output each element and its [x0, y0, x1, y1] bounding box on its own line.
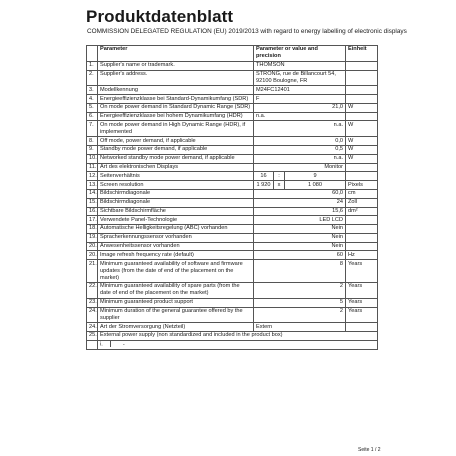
row-number: 11.: [87, 163, 98, 172]
row-unit: [346, 86, 378, 95]
table-row: [87, 242, 378, 251]
row-label: Minimum guaranteed availability of software and firmware updates (from the date of end of the placement on the market): [98, 260, 254, 283]
row-label: External power supply (non standardized and included in the product box): [98, 332, 378, 341]
header-value: Parameter or value and precision: [254, 46, 346, 62]
row-value: Nein: [254, 242, 346, 251]
row-value: 0,0: [254, 137, 346, 146]
row-value: Nein: [254, 225, 346, 234]
header-unit: Einheit: [346, 46, 378, 62]
table-row: [87, 163, 378, 172]
ratio-height: 9: [285, 172, 346, 181]
row-unit: W: [346, 154, 378, 163]
resolution-separator: x: [274, 181, 285, 190]
row-unit: Hz: [346, 251, 378, 260]
product-data-table: [86, 45, 378, 350]
row-label: Verwendete Panel-Technologie: [98, 216, 254, 225]
row-label: Off mode, power demand, if applicable: [98, 137, 254, 146]
row-value: Extern: [254, 323, 346, 332]
table-row: [87, 323, 378, 332]
row-label: Standby mode power demand, if applicable: [98, 146, 254, 155]
table-row: [87, 216, 378, 225]
row-number: 3.: [87, 86, 98, 95]
table-row: [87, 95, 378, 104]
row-number: 5.: [87, 103, 98, 112]
row-value: 0,5: [254, 146, 346, 155]
row-number: 24.: [87, 323, 98, 332]
table-row: [87, 233, 378, 242]
table-row: [87, 137, 378, 146]
table-row: [87, 172, 378, 181]
row-value: F: [254, 95, 346, 104]
table-row: [87, 298, 378, 307]
row-number: 17.: [87, 216, 98, 225]
row-label: Minimum guaranteed product support: [98, 298, 254, 307]
row-value: Nein: [254, 233, 346, 242]
row-unit: Years: [346, 260, 378, 283]
row-number: 12.: [87, 172, 98, 181]
table-row: [87, 121, 378, 137]
row-number: 18.: [87, 225, 98, 234]
row-unit: Years: [346, 298, 378, 307]
table-row: [87, 198, 378, 207]
row-spacer: [87, 340, 98, 349]
table-row: [87, 332, 378, 341]
row-value: LED LCD: [254, 216, 346, 225]
table-row: [87, 181, 378, 190]
sub-row: [98, 340, 378, 349]
row-value: 8: [254, 260, 346, 283]
row-number: 16.: [87, 207, 98, 216]
row-value: STRONG, rue de Billancourt 54, 92100 Boulogne, FR: [254, 70, 346, 86]
row-unit: W: [346, 121, 378, 137]
row-number: 22.: [87, 282, 98, 298]
row-number: 15.: [87, 198, 98, 207]
row-unit: W: [346, 137, 378, 146]
row-label: Supplier's address.: [98, 70, 254, 86]
resolution-width: 1 920: [254, 181, 274, 190]
row-label: Screen resolution: [98, 181, 254, 190]
row-value: 2: [254, 282, 346, 298]
table-row: [87, 225, 378, 234]
row-unit: [346, 225, 378, 234]
table-row: [87, 307, 378, 323]
row-number: 7.: [87, 121, 98, 137]
row-unit: [346, 61, 378, 70]
table-row: [87, 70, 378, 86]
row-label: On mode power demand in High Dynamic Range (HDR), if implemented: [98, 121, 254, 137]
row-unit: [346, 163, 378, 172]
row-label: Bildschirmdiagonale: [98, 189, 254, 198]
row-unit: Zoll: [346, 198, 378, 207]
row-value: 24: [254, 198, 346, 207]
row-unit: W: [346, 146, 378, 155]
row-unit: [346, 233, 378, 242]
header-number-cell: [87, 46, 98, 62]
row-value: Monitor: [254, 163, 346, 172]
sub-row-divider: [110, 341, 119, 347]
page-number: Seite 1 / 2: [358, 447, 381, 453]
row-label: Spracherkennungssensor vorhanden: [98, 233, 254, 242]
row-label: Supplier's name or trademark.: [98, 61, 254, 70]
ratio-width: 16: [254, 172, 274, 181]
row-number: 20.: [87, 242, 98, 251]
row-unit: Pixels: [346, 181, 378, 190]
row-unit: [346, 112, 378, 121]
row-value: 2: [254, 307, 346, 323]
table-row: [87, 340, 378, 349]
row-label: Seitenverhältnis: [98, 172, 254, 181]
row-unit: W: [346, 103, 378, 112]
row-label: Image refresh frequency rate (default): [98, 251, 254, 260]
row-value: 60: [254, 251, 346, 260]
row-number: 25.: [87, 332, 98, 341]
row-label: Minimum guaranteed availability of spare parts (from the date of end of the placement on the market): [98, 282, 254, 298]
row-unit: [346, 95, 378, 104]
row-unit: [346, 323, 378, 332]
row-label: Energieeffizienzklasse bei hohem Dynamikumfang (HDR): [98, 112, 254, 121]
row-unit: Years: [346, 282, 378, 298]
row-number: 24.: [87, 307, 98, 323]
header-parameter: Parameter: [98, 46, 254, 62]
table-header-row: [87, 46, 378, 62]
regulation-subtitle: COMMISSION DELEGATED REGULATION (EU) 2019/2013 with regard to energy labelling of electronic displays: [87, 28, 407, 35]
row-value: 21,0: [254, 103, 346, 112]
table-row: [87, 282, 378, 298]
table-row: [87, 103, 378, 112]
page-title: Produktdatenblatt: [86, 7, 234, 26]
row-value: 15,6: [254, 207, 346, 216]
row-value: 5: [254, 298, 346, 307]
row-unit: [346, 172, 378, 181]
table-row: [87, 207, 378, 216]
row-number: 4.: [87, 95, 98, 104]
row-unit: cm: [346, 189, 378, 198]
row-label: Art des elektronischen Displays: [98, 163, 254, 172]
row-number: 19.: [87, 233, 98, 242]
row-value: n.a.: [254, 121, 346, 137]
resolution-height: 1 080: [285, 181, 346, 190]
table-row: [87, 86, 378, 95]
row-label: Energieeffizienzklasse bei Standard-Dynamikumfang (SDR): [98, 95, 254, 104]
row-label: On mode power demand in Standard Dynamic Range (SDR): [98, 103, 254, 112]
row-number: 6.: [87, 112, 98, 121]
row-label: Sichtbare Bildschirmfläche: [98, 207, 254, 216]
row-value: M24FC12401: [254, 86, 346, 95]
row-value: 60,0: [254, 189, 346, 198]
row-unit: Years: [346, 307, 378, 323]
row-label: Automatische Helligkeitsregelung (ABC) vorhanden: [98, 225, 254, 234]
table-row: [87, 189, 378, 198]
row-number: 14.: [87, 189, 98, 198]
row-number: 13.: [87, 181, 98, 190]
table-row: [87, 260, 378, 283]
row-number: 23.: [87, 298, 98, 307]
ratio-separator: :: [274, 172, 285, 181]
table-row: [87, 251, 378, 260]
row-label: Minimum duration of the general guarantee offered by the supplier: [98, 307, 254, 323]
row-unit: dm²: [346, 207, 378, 216]
row-unit: [346, 216, 378, 225]
row-number: 10.: [87, 154, 98, 163]
row-value: THOMSON: [254, 61, 346, 70]
row-label: Bildschirmdiagonale: [98, 198, 254, 207]
row-number: 8.: [87, 137, 98, 146]
row-value: n.a.: [254, 112, 346, 121]
row-label: Networked standby mode power demand, if applicable: [98, 154, 254, 163]
table-row: [87, 61, 378, 70]
table-row: [87, 146, 378, 155]
row-number: 9.: [87, 146, 98, 155]
row-label: Anwesenheitssensor vorhanden: [98, 242, 254, 251]
sub-row-label: -: [122, 341, 125, 348]
sub-row-number: i.: [100, 341, 103, 348]
table-row: [87, 112, 378, 121]
row-number: 2.: [87, 70, 98, 86]
row-label: Art der Stromversorgung (Netzteil): [98, 323, 254, 332]
table-row: [87, 154, 378, 163]
row-value: n.a.: [254, 154, 346, 163]
row-label: Modellkennung: [98, 86, 254, 95]
row-unit: [346, 242, 378, 251]
row-number: 1.: [87, 61, 98, 70]
row-number: 20.: [87, 251, 98, 260]
row-number: 21.: [87, 260, 98, 283]
row-unit: [346, 70, 378, 86]
